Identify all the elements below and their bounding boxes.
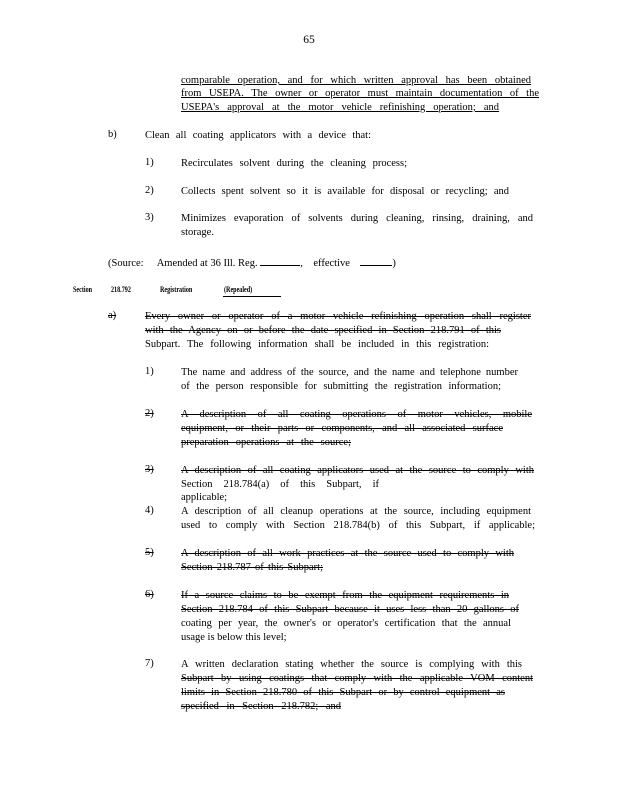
- list-3-label: 3): [145, 464, 154, 475]
- list-7-line-1: A written declaration stating whether the source is complying with this: [181, 659, 522, 670]
- item-b-1-label: 1): [145, 157, 154, 168]
- source-prefix: (Source:: [108, 258, 144, 269]
- item-b-text: Clean all coating applicators with a device that:: [145, 130, 371, 141]
- list-4-label: 4): [145, 505, 154, 516]
- effective-date-blank: [360, 254, 392, 266]
- list-6-line-4: usage is below this level;: [181, 632, 287, 643]
- list-2-line-2: equipment, or their parts or components, and all associated surface: [181, 423, 503, 434]
- intro-line-1: comparable operation, and for which written approval has been obtained: [181, 75, 531, 86]
- list-6-label: 6): [145, 589, 154, 600]
- section-label: Section: [73, 284, 93, 294]
- list-7-line-3: limits in Section 218.780 of this Subpart or by control equipment as: [181, 687, 505, 698]
- list-2-line-3: preparation operations at the source;: [181, 437, 351, 448]
- list-6-line-2: Section 218.784 of this Subpart because it uses less than 20 gallons of: [181, 604, 519, 615]
- list-4-line-2: used to comply with Section 218.784(b) of this Subpart, if applicable;: [181, 520, 535, 531]
- item-a-line-1: Every owner or operator of a motor vehicle refinishing operation shall register: [145, 311, 531, 322]
- section-number: 218.792: [111, 284, 131, 294]
- register-page-blank: [260, 254, 300, 266]
- list-5-line-1: A description of all work practices at the source used to comply with: [181, 548, 514, 559]
- list-5-label: 5): [145, 547, 154, 558]
- item-b-label: b): [108, 129, 117, 140]
- list-1-line-2: of the person responsible for submitting the registration information;: [181, 381, 501, 392]
- item-b-2-label: 2): [145, 185, 154, 196]
- item-b-2-text: Collects spent solvent so it is available for disposal or recycling; and: [181, 186, 509, 197]
- list-6-line-1: If a source claims to be exempt from the equipment requirements in: [181, 590, 509, 601]
- page-number: 65: [303, 34, 315, 46]
- list-2-label: 2): [145, 408, 154, 419]
- list-3-line-1: A description of all coating applicators used at the source to comply with: [181, 465, 534, 476]
- list-1-line-1: The name and address of the source, and the name and telephone number: [181, 367, 518, 378]
- item-a-label: a): [108, 310, 117, 321]
- item-b-1-text: Recirculates solvent during the cleaning process;: [181, 158, 407, 169]
- source-effective: effective: [313, 258, 350, 269]
- source-amended: Amended at 36 Ill. Reg.: [156, 258, 258, 269]
- item-a-line-2: with the Agency on or before the date specified in Section 218.791 of this: [145, 325, 501, 336]
- list-7-line-4: specified in Section 218.782; and: [181, 701, 341, 712]
- list-1-label: 1): [145, 366, 154, 377]
- item-a-line-3: Subpart. The following information shall be included in this registration:: [145, 339, 489, 350]
- list-3-line-2: Section 218.784(a) of this Subpart, if applicable;: [181, 479, 379, 503]
- item-b-3-line-2: storage.: [181, 227, 214, 238]
- list-4-line-1: A description of all cleanup operations at the source, including equipment: [181, 506, 531, 517]
- list-7-line-2: Subpart by using coatings that comply with the applicable VOM content: [181, 673, 533, 684]
- section-title: Registration: [160, 284, 193, 294]
- section-status-underline: [223, 296, 281, 297]
- item-b-3-line-1: Minimizes evaporation of solvents during cleaning, rinsing, draining, and: [181, 213, 533, 224]
- list-2-line-1: A description of all coating operations of motor vehicles, mobile: [181, 409, 532, 420]
- list-6-line-3: coating per year, the owner's or operator's certification that the annual: [181, 618, 511, 629]
- intro-line-2: from USEPA. The owner or operator must maintain documentation of the: [181, 88, 539, 99]
- intro-line-3: USEPA's approval at the motor vehicle refinishing operation; and: [181, 102, 499, 113]
- section-status: (Repealed): [224, 284, 253, 294]
- list-7-label: 7): [145, 658, 154, 669]
- source-note: (Source: Amended at 36 Ill. Reg. , effective ): [108, 254, 396, 270]
- item-b-3-label: 3): [145, 212, 154, 223]
- list-5-line-2: Section 218.787 of this Subpart;: [181, 562, 323, 573]
- source-close: ): [392, 258, 396, 269]
